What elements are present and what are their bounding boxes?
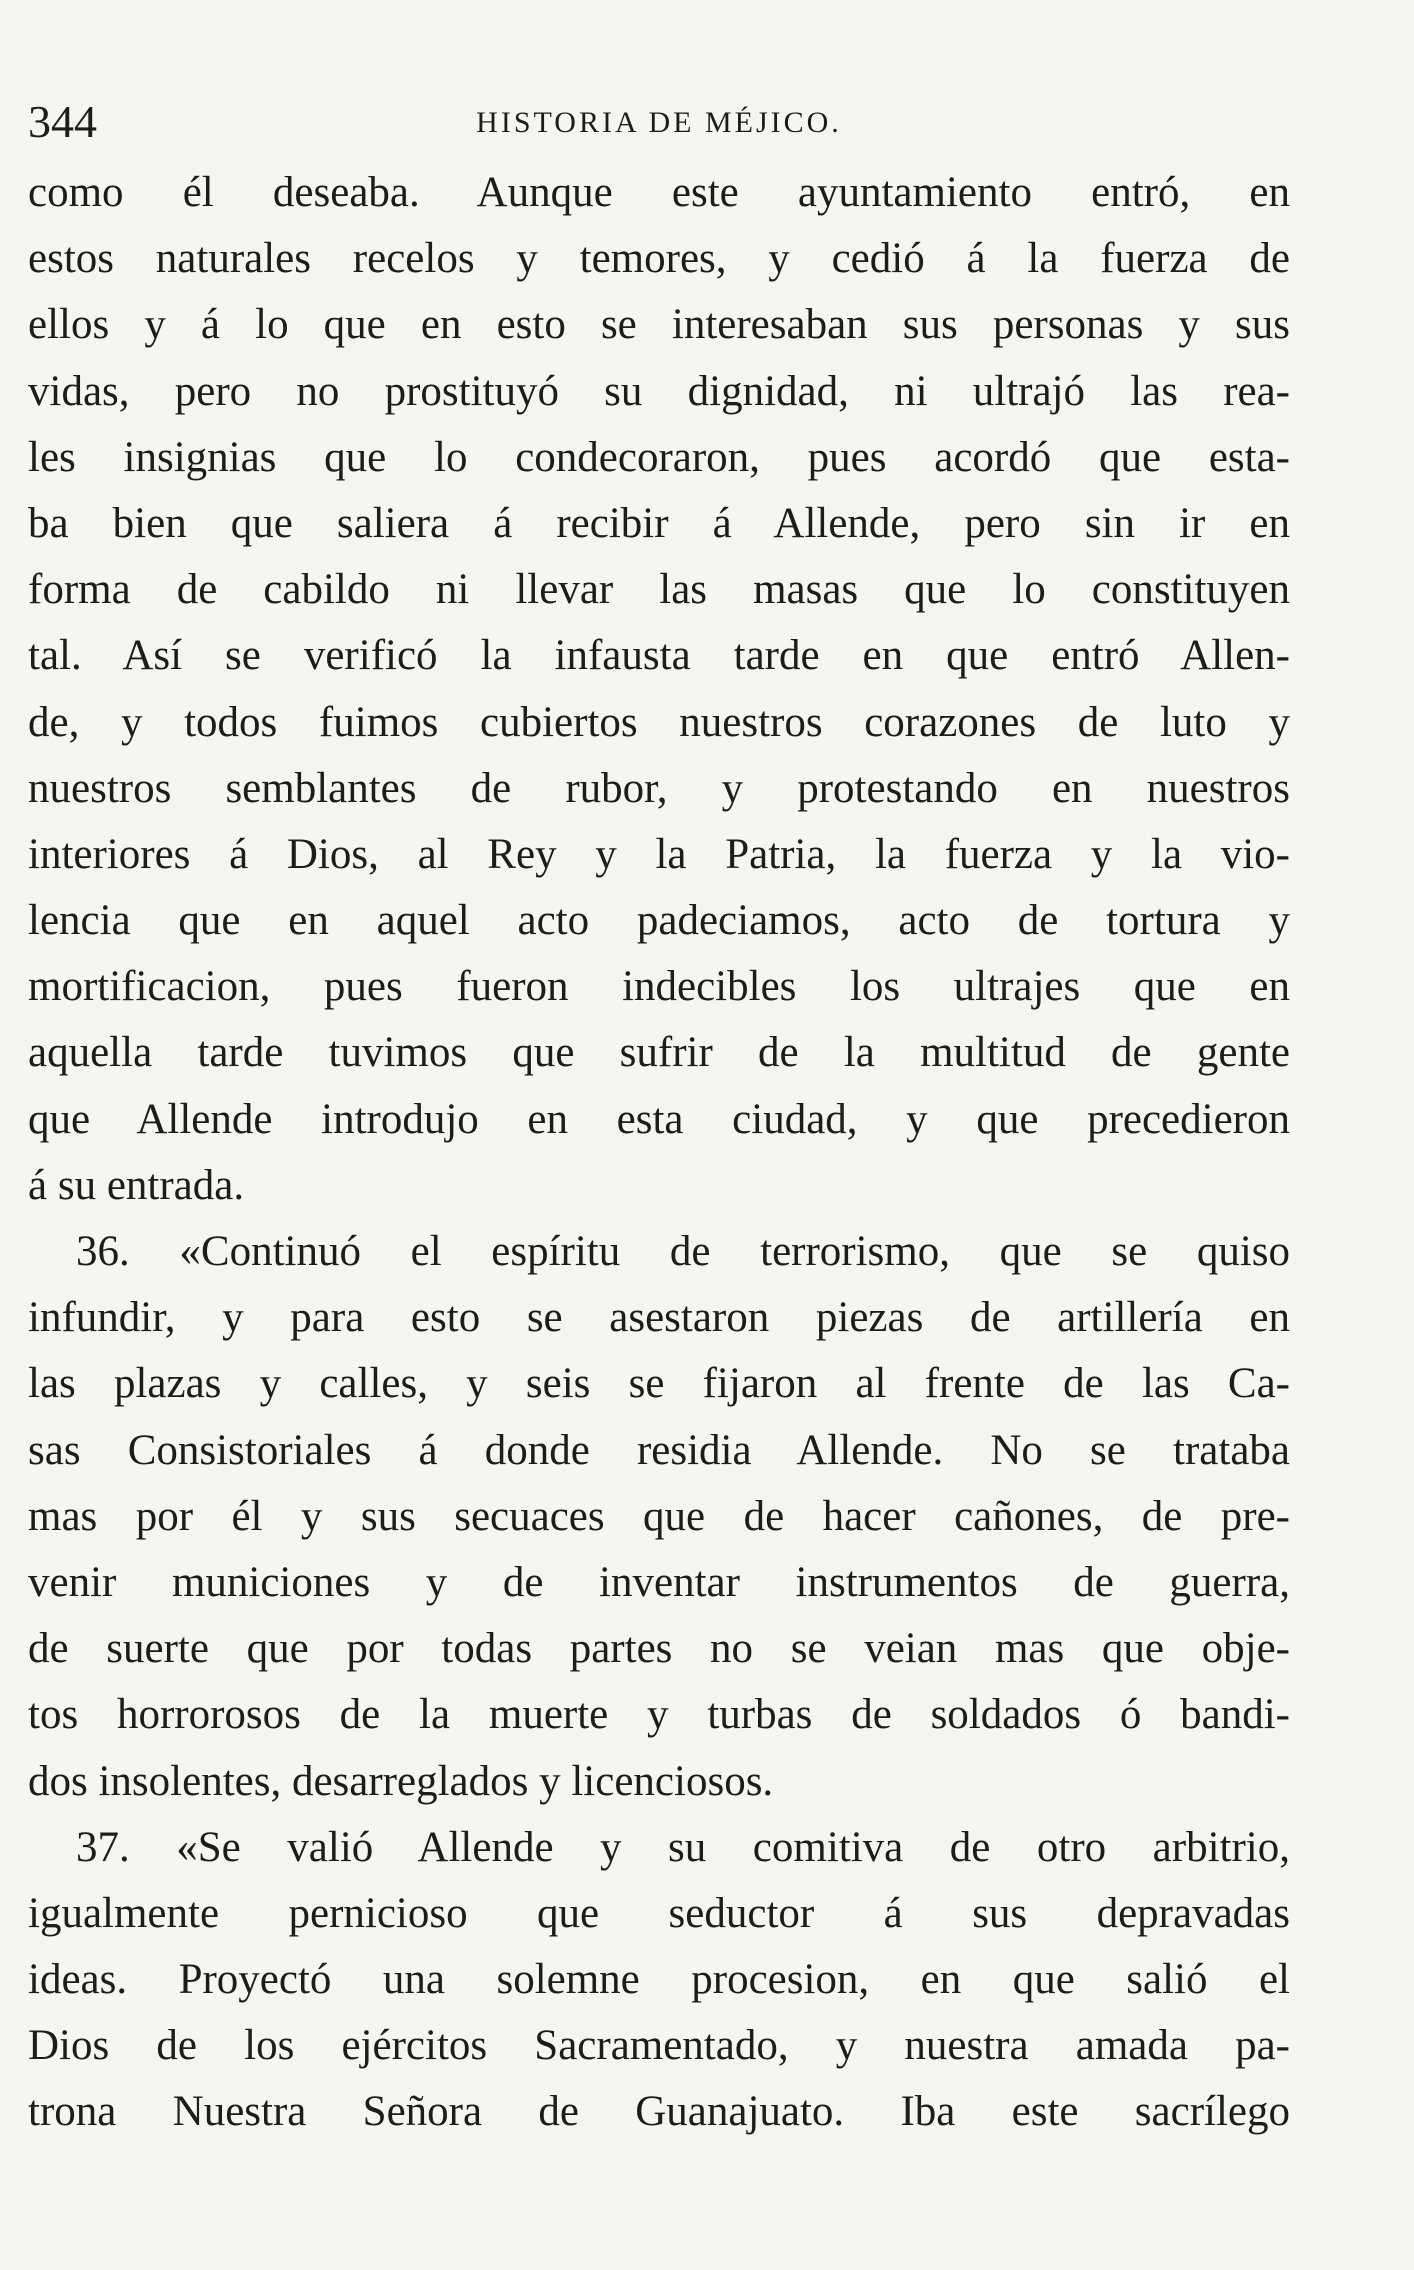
text-line: como él deseaba. Aunque este ayuntamiento entró, en [28,169,1290,216]
text-line: igualmente pernicioso que seductor á sus depravadas [28,1889,1290,1937]
running-title: HISTORIA DE MÉJICO. [476,106,842,139]
body-text [28,160,1290,2146]
text-line: ideas. Proyectó una solemne procesion, en que salió el [28,1956,1290,2004]
paragraph-start-36: 36. «Continuó el espíritu de terrorismo, que se quiso [76,1228,1290,1275]
running-head [28,92,1290,152]
text-line: forma de cabildo ni llevar las masas que lo constituyen [28,566,1290,614]
text-line: tal. Así se verificó la infausta tarde en que entró Allen- [28,632,1290,680]
text-line: ellos y á lo que en esto se interesaban sus personas y sus [28,301,1290,349]
text-line: nuestros semblantes de rubor, y protestando en nuestros [28,764,1290,812]
text-line: tos horrorosos de la muerte y turbas de soldados ó bandi- [28,1691,1290,1739]
text-line: lencia que en aquel acto padeciamos, acto de tortura y [28,897,1290,945]
text-line: de suerte que por todas partes no se veian mas que obje- [28,1625,1290,1673]
text-line: mas por él y sus secuaces que de hacer cañones, de pre- [28,1492,1290,1540]
text-line: vidas, pero no prostituyó su dignidad, ni ultrajó las rea- [28,367,1290,415]
text-line: dos insolentes, desarreglados y licenciosos. [28,1757,774,1805]
page-number: 344 [28,96,97,147]
text-line: las plazas y calles, y seis se fijaron al frente de las Ca- [28,1360,1290,1408]
text-line: mortificacion, pues fueron indecibles los ultrajes que en [28,963,1290,1011]
text-line: trona Nuestra Señora de Guanajuato. Iba este sacrílego [28,2088,1290,2136]
text-line: sas Consistoriales á donde residia Allende. No se trataba [28,1426,1290,1474]
text-line: venir municiones y de inventar instrumentos de guerra, [28,1558,1290,1606]
text-line: interiores á Dios, al Rey y la Patria, la fuerza y la vio- [28,830,1290,878]
text-line: que Allende introdujo en esta ciudad, y que precedieron [28,1095,1290,1143]
text-line: les insignias que lo condecoraron, pues acordó que esta- [28,433,1290,481]
text-line: infundir, y para esto se asestaron piezas de artillería en [28,1294,1290,1342]
text-line: á su entrada. [28,1161,245,1209]
text-line: de, y todos fuimos cubiertos nuestros corazones de luto y [28,698,1290,746]
text-line: estos naturales recelos y temores, y cedió á la fuerza de [28,235,1290,283]
text-line: Dios de los ejércitos Sacramentado, y nuestra amada pa- [28,2022,1290,2070]
paragraph-start-37: 37. «Se valió Allende y su comitiva de otro arbitrio, [76,1823,1290,1871]
text-line: aquella tarde tuvimos que sufrir de la multitud de gente [28,1029,1290,1077]
text-line: ba bien que saliera á recibir á Allende, pero sin ir en [28,499,1290,547]
